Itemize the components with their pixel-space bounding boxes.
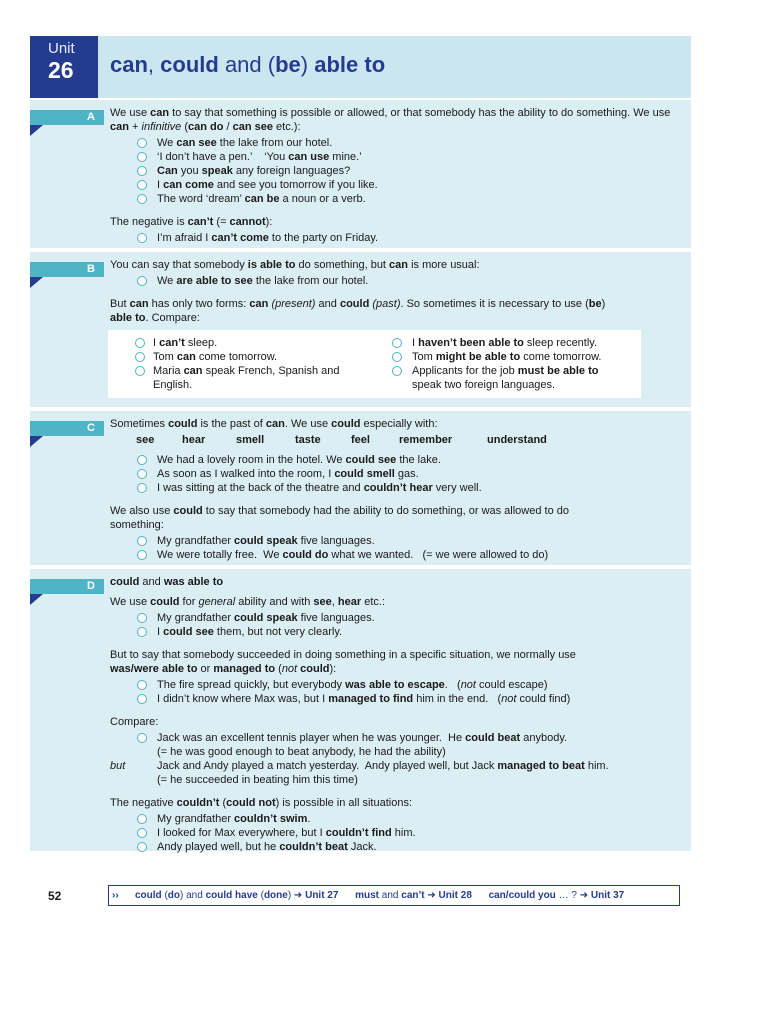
verb: feel [351,434,370,446]
bold-text: could [300,663,330,675]
bold-text: can’t [159,337,185,349]
bold-text: could [339,298,370,310]
bold-text: haven’t been able to [418,337,524,349]
bold-text: can/could you [488,890,556,901]
text-fragment: what we wanted. (= we were allowed to do) [328,549,549,561]
verb-list [110,433,685,447]
text-fragment: is more usual: [408,259,480,271]
bold-text: could do [282,549,329,561]
example-note: (= he succeeded in beating him this time) [157,774,358,786]
verb: remember [399,434,453,446]
text-fragment: I [412,337,419,349]
text-fragment: gas. [394,468,419,480]
example-sentence [110,150,685,164]
bold-text: must [355,890,380,901]
section-c-intro [110,417,685,431]
compare-boxes [108,330,685,398]
bold-text: Unit 27 [305,890,339,901]
bold-text: are able to see [176,275,253,287]
text-fragment: ): [329,663,337,675]
text-fragment: him. [584,760,609,772]
text-fragment: five languages. [297,612,375,624]
verb: taste [295,434,321,446]
bold-text: could [110,576,140,588]
bold-text: must be able to [517,365,599,377]
bold-text: could [135,890,162,901]
example-sentence [110,192,685,206]
verb: understand [487,434,547,446]
bold-text: could smell [334,468,395,480]
text-fragment: speak two foreign languages. [412,379,556,391]
text-fragment: We use [110,107,151,119]
example-sentence [110,759,685,773]
text-fragment: speak French, Spanish and English. [153,365,340,391]
bold-text: is able to [247,259,296,271]
bold-text: done [263,890,288,901]
section-b-content [110,258,685,398]
section-d-content [110,575,685,854]
text-fragment: especially with: [360,418,438,430]
title-part: able to [314,52,386,77]
bold-text: can [150,107,170,119]
text-fragment: I looked for Max everywhere, but I [157,827,326,839]
text-fragment: (= [213,216,230,228]
bold-text: can [249,298,269,310]
text-fragment: ): [265,216,273,228]
but-label: but [110,760,126,772]
text-fragment: I didn’t know where Max was, but I [157,693,329,705]
text-fragment: is the past of [197,418,266,430]
text-fragment: to say that something is possible or allowed, or that somebody has the ability to do something. We use [169,107,671,119]
bold-text: can do [188,121,224,133]
example-sentence [108,350,377,364]
text-fragment: any foreign languages? [232,165,351,177]
example-sentence [365,364,630,392]
text-fragment: Tom [412,351,436,363]
cross-reference-bar[interactable] [108,885,680,906]
bold-text: see [313,596,332,608]
bold-text: could [150,596,180,608]
text-fragment: and see you tomorrow if you like. [213,179,378,191]
text-fragment: ( [219,797,227,809]
example-sentence [110,164,685,178]
text-fragment: Andy played well, but he [157,841,280,853]
text-fragment: etc.: [361,596,385,608]
bold-text: cannot [229,216,266,228]
text-fragment: to say that somebody had the ability to do something, or was allowed to do something: [110,505,570,531]
text-fragment: … ? ➜ [555,890,591,901]
section-b-forms [110,297,615,325]
section-tab-b: B [30,262,104,277]
text-fragment: My grandfather [157,612,235,624]
bold-text: could speak [234,535,298,547]
italic-text: general [198,596,236,608]
verb: smell [236,434,265,446]
text-fragment: ) [601,298,606,310]
section-c-also [110,504,580,532]
text-fragment: ( [181,121,188,133]
text-fragment: five languages. [297,535,375,547]
example-sentence [110,136,685,150]
section-d-negative [110,796,685,810]
text-fragment: , [331,596,338,608]
example-sentence [110,453,685,467]
example-sentence [365,350,635,364]
bold-text: couldn’t beat [279,841,348,853]
text-fragment: has only two forms: [148,298,250,310]
bold-text: able to [110,312,146,324]
bold-text: could see [163,626,214,638]
title-part: ) [300,52,315,77]
text-fragment: anybody. [520,732,568,744]
section-d-heading [110,575,685,589]
section-d-general [110,595,685,609]
text-fragment: him in the end. ( [413,693,502,705]
title-part: , [147,52,161,77]
bold-text: couldn’t swim [234,813,308,825]
italic-text: (present) [271,298,316,310]
double-chevron-icon: ›› [112,890,119,901]
section-a-content [110,106,685,245]
section-d [30,569,691,851]
text-fragment: ) and [180,890,206,901]
text-fragment: etc.): [273,121,301,133]
text-fragment: ( [257,890,264,901]
bold-text: can [389,259,409,271]
text-fragment: and [379,890,402,901]
text-fragment: But [110,298,130,310]
text-fragment: ability and with [235,596,314,608]
text-fragment: The fire spread quickly, but everybody [157,679,346,691]
bold-text: do [167,890,180,901]
title-part: be [275,52,301,77]
example-sentence [110,826,685,840]
bold-text: was able to escape [345,679,445,691]
text-fragment: ‘I don’t have a pen.’ ‘You [157,151,289,163]
bold-text: might be able to [435,351,521,363]
bold-text: could see [345,454,397,466]
bold-text: Unit 37 [590,890,625,901]
italic-text: not [281,663,298,675]
text-fragment: I [157,179,164,191]
text-fragment: or [197,663,214,675]
unit-label: Unit [48,40,75,57]
text-fragment: + [128,121,142,133]
example-sentence [110,840,685,854]
text-fragment: Jack and Andy played a match yesterday. Andy played well, but Jack [157,760,498,772]
text-fragment: The negative [110,797,177,809]
text-fragment: We [157,137,177,149]
bold-text: couldn’t find [325,827,392,839]
section-b [30,252,691,407]
section-tab-c: C [30,421,104,436]
bold-text: can [265,418,285,430]
example-sentence [110,231,685,245]
page-number: 52 [48,889,62,903]
text-fragment: Maria [153,365,184,377]
text-fragment: Applicants for the job [412,365,518,377]
text-fragment: mine.’ [329,151,362,163]
bold-text: can use [288,151,330,163]
text-fragment: . ( [444,679,461,691]
bold-text: was able to [163,576,224,588]
text-fragment: ( [275,663,282,675]
text-fragment: I was sitting at the back of the theatre and [157,482,364,494]
bold-text: could [173,505,203,517]
bold-text: couldn’t [176,797,220,809]
italic-text: not [460,679,476,691]
bold-text: was/were able to [110,663,198,675]
text-fragment: . [307,813,311,825]
bold-text: managed to beat [497,760,585,772]
bold-text: speak [201,165,233,177]
text-fragment: Sometimes [110,418,169,430]
text-fragment: We had a lovely room in the hotel. We [157,454,346,466]
text-fragment: sleep. [184,337,218,349]
text-fragment: Jack. [347,841,377,853]
text-fragment: . Compare: [145,312,200,324]
bold-text: could beat [465,732,521,744]
compare-box-left [108,330,383,398]
bold-text: can [176,351,196,363]
text-fragment: We also use [110,505,174,517]
bold-text: managed to find [328,693,414,705]
section-tab-d: D [30,579,104,594]
bold-text: hear [337,596,362,608]
section-c-content [110,417,685,562]
text-fragment: Jack was an excellent tennis player when he was younger. He [157,732,466,744]
text-fragment: and [315,298,340,310]
text-fragment: for [179,596,199,608]
text-fragment: could find) [516,693,571,705]
example-sentence [108,364,363,392]
compare-box-right [365,330,641,398]
bold-text: can [110,121,129,133]
bold-text: can [183,365,203,377]
bold-text: couldn’t hear [363,482,433,494]
text-fragment: . So sometimes it is necessary to use ( [400,298,589,310]
bold-text: Unit 28 [438,890,472,901]
bold-text: could [331,418,361,430]
example-sentence [110,178,685,192]
text-fragment: ) is possible in all situations: [275,797,413,809]
example-note: (= he was good enough to beat anybody, he had the ability) [157,746,446,758]
example-sentence [110,611,685,625]
section-d-specific [110,648,595,676]
example-sentence [108,336,377,350]
bold-text: can be [244,193,280,205]
example-sentence [110,812,685,826]
section-a-negative [110,215,685,229]
example-sentence [110,678,685,692]
text-fragment: The word ‘dream’ [157,193,245,205]
bold-text: can see [232,121,273,133]
section-c [30,411,691,565]
text-fragment: I [157,626,164,638]
text-fragment: As soon as I walked into the room, I [157,468,335,480]
title-bar [98,36,691,98]
text-fragment: them, but not very clearly. [213,626,343,638]
text-fragment: We use [110,596,151,608]
bold-text: can [129,298,149,310]
text-fragment [472,890,489,901]
text-fragment: come tomorrow. [520,351,602,363]
bold-text: can come [163,179,214,191]
compare-label: Compare: [110,716,159,728]
title-part: can [110,52,148,77]
text-fragment: do something, but [295,259,390,271]
text-fragment: to the party on Friday. [268,232,379,244]
section-a-intro [110,106,685,134]
text-fragment: My grandfather [157,813,235,825]
text-fragment [338,890,355,901]
bold-text: be [588,298,602,310]
text-fragment: We [157,275,177,287]
text-fragment: you [177,165,202,177]
example-sentence [365,336,635,350]
verb: see [136,434,155,446]
cross-reference-text[interactable] [135,886,624,905]
text-fragment: We were totally free. We [157,549,283,561]
italic-text: (past) [372,298,401,310]
text-fragment: I’m afraid I [157,232,212,244]
text-fragment: / [223,121,233,133]
example-sentence [110,625,685,639]
text-fragment: The negative is [110,216,188,228]
text-fragment: My grandfather [157,535,235,547]
text-fragment: the lake. [396,454,441,466]
text-fragment: very well. [432,482,482,494]
example-sentence [110,467,685,481]
unit-number: 26 [48,57,74,83]
bold-text: Can [157,165,178,177]
bold-text: can’t [401,890,425,901]
text-fragment: . We use [284,418,332,430]
example-sentence [110,534,685,548]
unit-block [30,36,98,98]
text-fragment: come tomorrow. [195,351,278,363]
text-fragment: You can say that somebody [110,259,248,271]
title-part: could [160,52,219,77]
title-part: and ( [218,52,276,77]
text-fragment: the lake from our hotel. [216,137,333,149]
text-fragment: Tom [153,351,177,363]
section-a [30,100,691,248]
bold-text: could have [205,890,258,901]
text-fragment: sleep recently. [523,337,598,349]
text-fragment: ( [161,890,168,901]
text-fragment: But to say that somebody succeeded in doing something in a specific situation, we normally use [110,649,576,661]
example-sentence [110,692,685,706]
italic-text: infinitive [141,121,182,133]
bold-text: could speak [234,612,298,624]
bold-text: can see [176,137,217,149]
example-sentence [110,731,685,745]
text-fragment: ➜ [424,890,439,901]
bold-text: could [168,418,198,430]
example-sentence [110,548,685,562]
text-fragment: him. [391,827,416,839]
bold-text: can’t come [211,232,269,244]
italic-text: not [501,693,517,705]
text-fragment: could escape) [475,679,548,691]
example-sentence [110,274,685,288]
text-fragment: a noun or a verb. [279,193,366,205]
text-fragment: and [139,576,164,588]
section-b-intro [110,258,685,272]
page-title [110,52,385,78]
section-tab-a: A [30,110,104,125]
verb: hear [182,434,206,446]
bold-text: can’t [187,216,214,228]
text-fragment: I [153,337,160,349]
bold-text: managed to [213,663,276,675]
text-fragment: the lake from our hotel. [252,275,369,287]
bold-text: could not [226,797,276,809]
text-fragment: ) ➜ [287,890,306,901]
example-sentence [110,481,685,495]
